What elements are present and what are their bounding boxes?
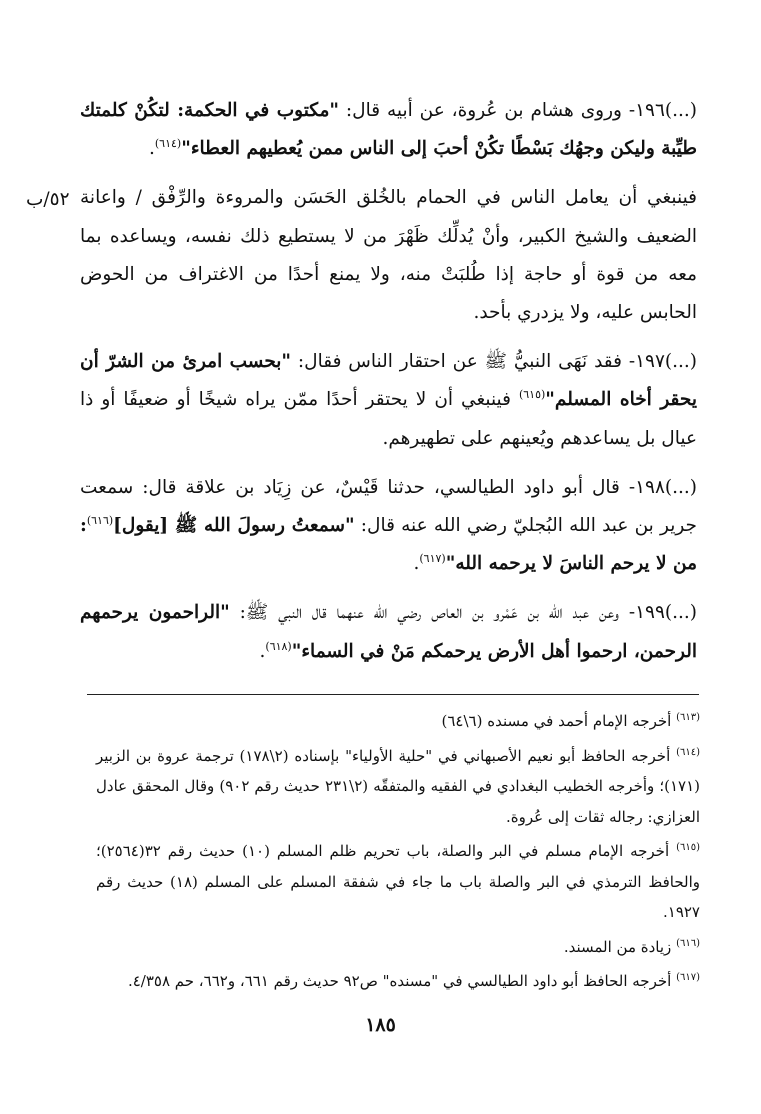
footnote-text: أخرجه الإمام مسلم في البر والصلة، باب تحريم ظلم المسلم (١٠) حديث رقم ٣٢(٢٥٦٤)؛ والحافظ الترمذي في البر والصلة باب ما جاء في شفقة المسلم على المسلم (١٨) حديث رقم ١٩٢٧.: [96, 842, 701, 921]
quoted-hadith: : من لا يرحم الناسَ لا يرحمه الله": [80, 515, 697, 575]
paragraph: [80, 469, 697, 584]
footnote-number: (٦١٥): [676, 842, 700, 853]
footnotes: [96, 706, 700, 997]
paragraph: [80, 92, 697, 168]
quoted-hadith: "الراحمون يرحمهم الرحمن، ارحموا أهل الأرض يرحمكم مَنْ في السماء": [80, 602, 697, 662]
body-text: (...)١٩٧- فقد نَهَى النبيُّ ﷺ عن احتقار الناس فقال:: [291, 351, 697, 373]
footnote-ref: (٦١٥): [518, 388, 546, 402]
footnote-text: أخرجه الإمام أحمد في مسنده (٦\٦٤): [441, 712, 677, 730]
footnote-number: (٦١٣): [676, 712, 700, 723]
body-text: (...)١٩٩- وعن عبد الله بن عَمْرو بن العاص رضي الله عنهما قال النبي ﷺ:: [229, 602, 697, 624]
footnote: [96, 706, 700, 737]
body-text: (...)١٩٦- وروى هشام بن عُروة، عن أبيه قال:: [339, 100, 697, 121]
paragraph: [80, 594, 697, 670]
body-text: .: [259, 640, 266, 662]
body-text: فينبغي أن يعامل الناس في الحمام بالخُلق الحَسَن والمروءة والرِّفْق / واعانة الضعيف والشيخ الكبير، وأنْ يُدلِّك ظَهْرَ من لا يستطيع ذلك نفسه، ويساعده بما معه من قوة أو حاجة إذا طُلبَتْ منه، ولا يمنع أحدًا من الاغتراف من الحوض الحابس عليه، ولا يزدري بأحد.: [80, 187, 697, 324]
footnote-text: زيادة من المسند.: [563, 937, 677, 956]
main-text: [80, 92, 697, 671]
page-number: ١٨٥: [365, 1014, 396, 1036]
footnote: [96, 836, 700, 928]
footnote-ref: (٦١٧): [419, 552, 446, 566]
footnote-separator: [87, 694, 699, 695]
footnote-number: (٦١٤): [676, 746, 700, 758]
footnote-text: أخرجه الحافظ أبو داود الطيالسي في "مسنده" ص٩٢ حديث رقم ٦٦١، و٦٦٢، حم ٤/٣٥٨.: [127, 972, 677, 990]
quoted-hadith: "مكتوب في الحكمة: لتكُنْ كلمتك طيِّبة وليكن وجهُك بَسْطًا تكُنْ أحبَ إلى الناس ممن يُعطيهم العطاء": [80, 100, 697, 160]
body-text: .: [148, 138, 155, 160]
quoted-hadith: "بحسب امرئ من الشرّ أن يحقر أخاه المسلم": [80, 351, 697, 411]
paragraph: [80, 179, 697, 332]
body-text: .: [413, 553, 420, 575]
footnote-text: أخرجه الحافظ أبو نعيم الأصبهاني في "حلية الأولياء" بإسناده (٢\١٧٨) ترجمة عروة بن الزبير (١٧١)؛ وأخرجه الخطيب البغدادي في الفقيه والمتفقّه (٢\٢٣١ حديث رقم ٩٠٢) وقال المحقق عادل العزازي: رجاله ثقات إلى عُروة.: [96, 746, 700, 826]
body-text: فينبغي أن لا يحتقر أحدًا ممّن يراه شيخًا أو ضعيفًا أو ذا عيال بل يساعدهم ويُعينهم على تطهيرهم.: [80, 389, 697, 449]
footnote-ref: (٦١٨): [265, 639, 292, 653]
footnote-number: (٦١٦): [676, 937, 700, 949]
quoted-hadith: "سمعتُ رسولَ الله ﷺ [يقول]: [113, 515, 355, 537]
body-text: (...)١٩٨- قال أبو داود الطيالسي، حدثنا قَيْسٌ، عن زِيَاد بن علاقة قال: سمعت جرير بن عبد الله البُجليّ رضي الله عنه قال:: [80, 476, 697, 537]
footnote: [96, 741, 700, 833]
folio-margin-note: ٥٢/ب: [26, 189, 70, 210]
footnote: [96, 932, 700, 963]
footnote-number: (٦١٧): [676, 972, 700, 983]
footnote-ref: (٦١٤): [154, 137, 182, 151]
footnote: [96, 966, 700, 997]
footnote-ref: (٦١٦): [86, 514, 114, 528]
paragraph: [80, 343, 697, 458]
